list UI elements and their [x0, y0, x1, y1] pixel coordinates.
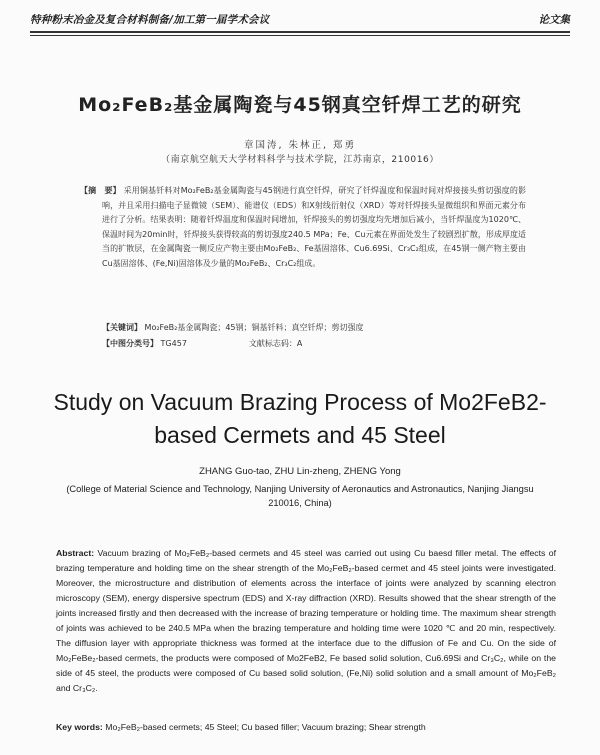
- chinese-abstract-text: 采用铜基钎料对Mo₂FeB₂基金属陶瓷与45钢进行真空钎焊，研究了钎焊温度和保温时间对焊接接头剪切强度的影响，并且采用扫描电子显微镜（SEM）、能谱仪（EDS）和X射线衍射仪（XRD）等对钎焊接头显微组织和界面元素分布进行了分析。结果表明：随着钎焊温度和保温时间增加，钎焊接头的剪切强度均先增加后减小，当钎焊温度为1020℃、保温时间为20min时，钎焊接头获得较高的剪切强度240.5 MPa；Fe、Cu元素在界面处发生了较剧烈扩散，形成厚度适当的扩散层，在金属陶瓷一侧反应产物主要由Mo₂FeB₂、Fe基固溶体、Cu6.69Si、Cr₃C₂组成，在45钢一侧产物主要由Cu基固溶体、(Fe,Ni)固溶体及少量的Mo₂FeB₂、Cr₃C₂组成。: [102, 186, 527, 268]
- classification-code: TG457: [160, 339, 187, 348]
- english-keywords: [56, 722, 556, 732]
- header-rule-thick: [30, 31, 570, 33]
- english-keywords-label: Key words:: [56, 722, 103, 732]
- classification: [102, 338, 532, 349]
- chinese-keywords-text: Mo₂FeB₂基金属陶瓷；45钢；铜基钎料；真空钎焊；剪切强度: [144, 323, 364, 332]
- english-abstract: [56, 546, 556, 696]
- chinese-affiliation: （南京航空航天大学材料科学与技术学院，江苏南京，210016）: [161, 155, 439, 165]
- english-keywords-text: Mo₂FeB₂-based cermets; 45 Steel; Cu based filler; Vacuum brazing; Shear strength: [105, 722, 426, 732]
- chinese-keywords: [102, 322, 532, 333]
- english-title: Study on Vacuum Brazing Process of Mo2FeB2-based Cermets and 45 Steel: [53, 389, 547, 448]
- chinese-title: Mo₂FeB₂基金属陶瓷与45钢真空钎焊工艺的研究: [78, 94, 522, 116]
- chinese-keywords-label: 【关键词】: [102, 323, 142, 332]
- classification-label: 【中图分类号】: [102, 339, 158, 348]
- chinese-abstract-label: 【摘 要】: [80, 186, 121, 195]
- document-code: 文献标志码：A: [248, 339, 303, 348]
- english-authors: ZHANG Guo-tao, ZHU Lin-zheng, ZHENG Yong: [199, 466, 401, 477]
- chinese-authors: 章国涛, 朱林正, 郑勇: [243, 140, 357, 151]
- chinese-abstract: [80, 184, 527, 271]
- section-name: 论文集: [538, 14, 570, 26]
- running-header: [30, 10, 570, 32]
- journal-name: 特种粉末冶金及复合材料制备/加工第一届学术会议: [30, 14, 270, 26]
- english-affiliation: (College of Material Science and Technology, Nanjing University of Aeronautics and Astronautics, Nanjing Jiangsu 210016, China): [66, 484, 534, 508]
- english-abstract-text: Vacuum brazing of Mo₂FeB₂-based cermets and 45 steel was carried out using Cu baesd filler metal. The effects of brazing temperature and holding time on the shear strength of the Mo₂FeB₂-based cermet and 45 steel joints were investigated. Moreover, the microstructure and distribution of elements across the interface of joints were analyzed by scanning electron microscopy (SEM), energy dispersive spectrum (EDS) and X-ray diffraction (XRD). Results showed that the shear strength of the joints increased firstly and then decreased with the increase of brazing temperature or holding time. The maximum shear strength of joints was achieved to be 240.5 MPa when the brazing temperature and holding time were 1020 ℃ and 20 min, respectively. The diffusion layer with appropriate thickness was formed at the interface due to the diffusion of Fe and Cu. On the side of Mo₂FeBe₂-based cermets, the products were composed of Mo2FeB2, Fe based solid solution, Cu6.69Si and Cr₃C₂, while on the side of 45 steel, the products were composed of Cu based solid solution, (Fe,Ni) solid solution and a small amount of Mo₂FeB₂ and Cr₃C₂.: [56, 548, 556, 693]
- header-rule-thin: [30, 35, 570, 36]
- english-abstract-label: Abstract:: [56, 548, 95, 558]
